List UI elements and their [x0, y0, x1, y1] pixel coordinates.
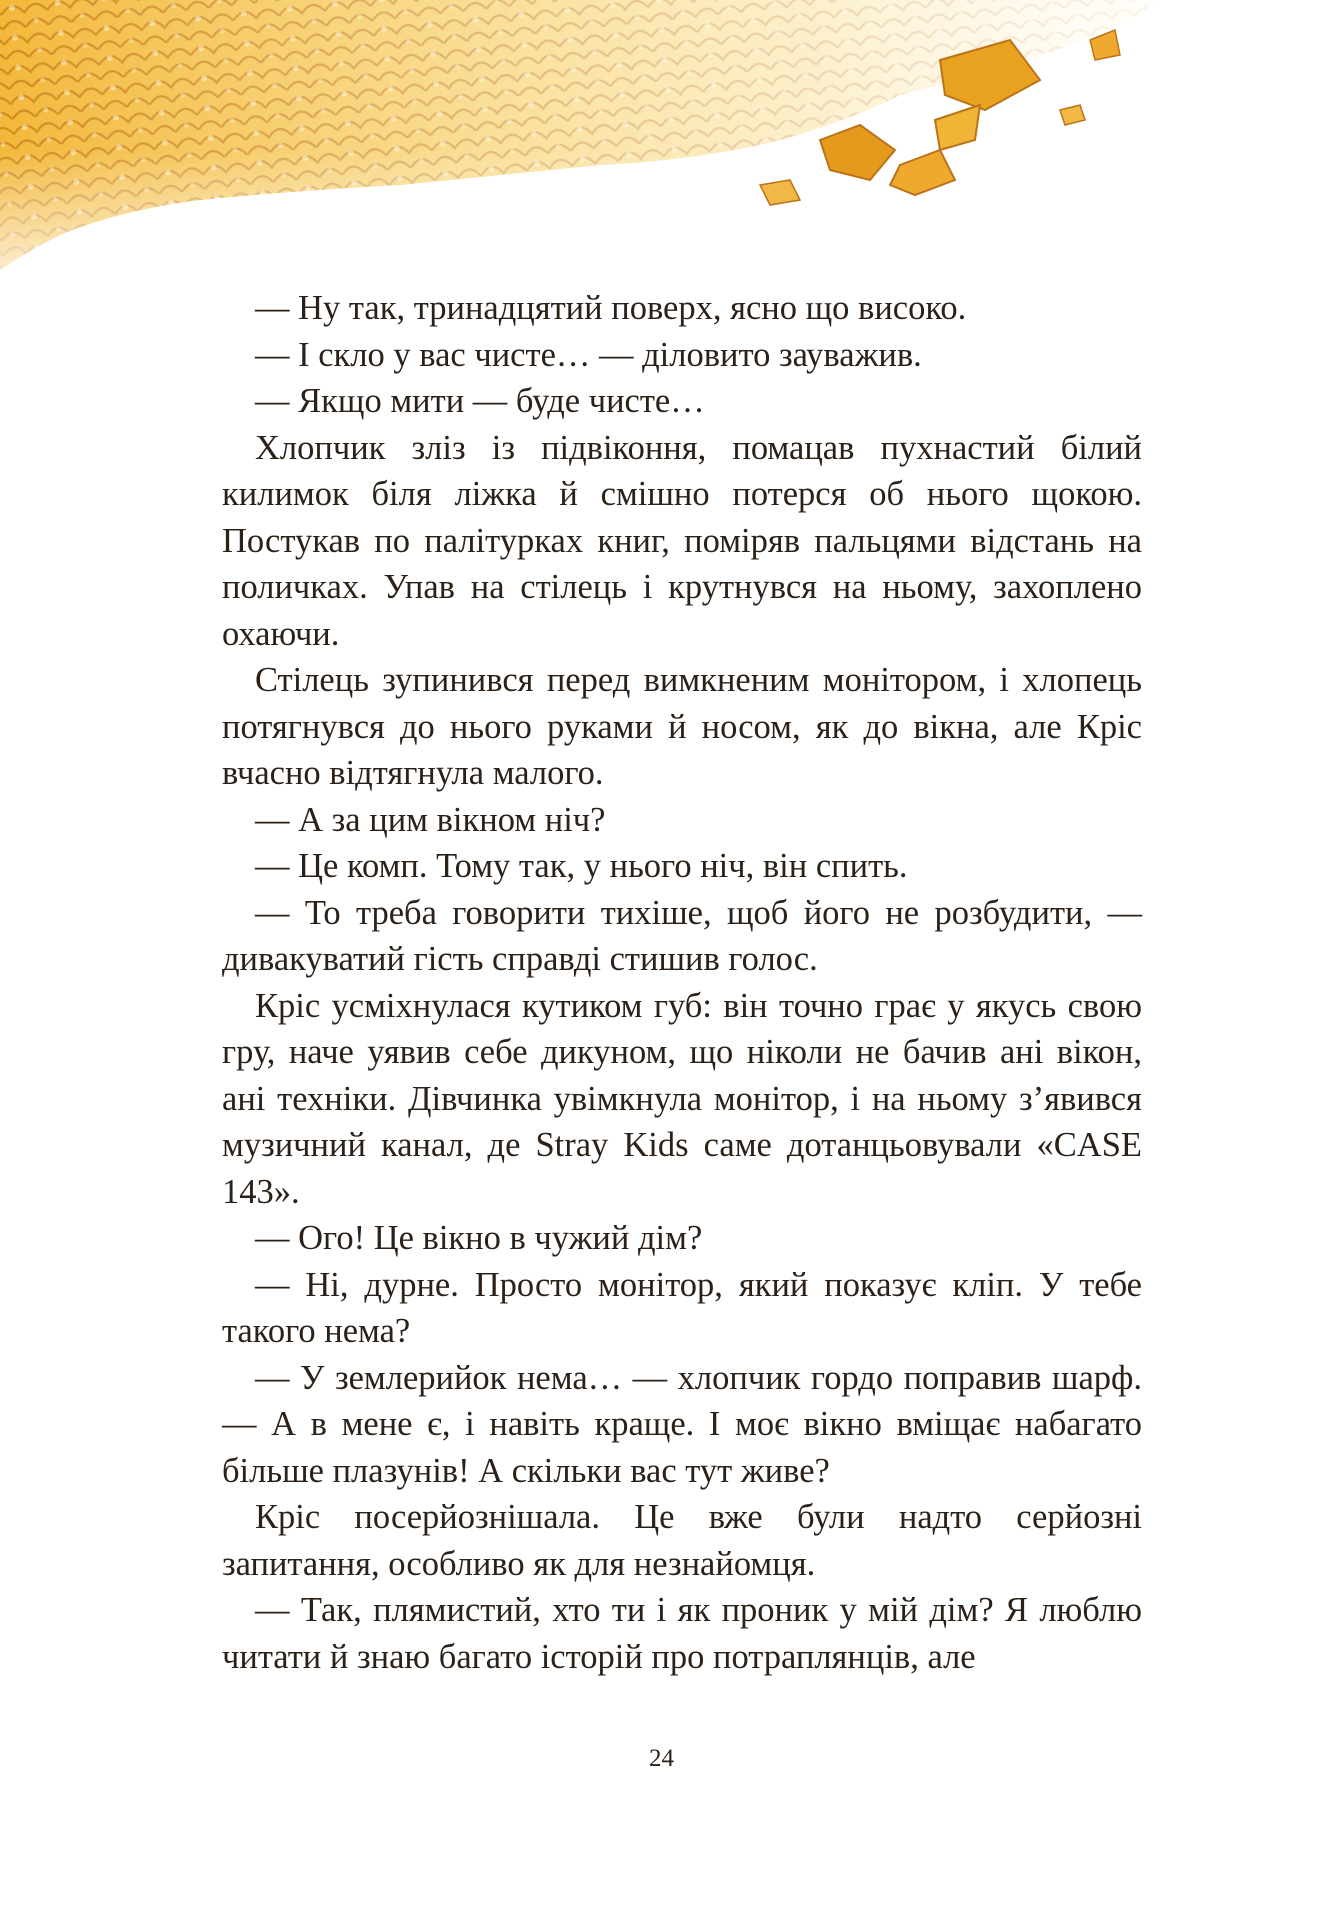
paragraph: — Ні, дурне. Просто монітор, який показує кліп. У тебе такого нема?	[222, 1265, 1142, 1350]
paragraph: — То треба говорити тихіше, щоб його не розбудити, — дивакуватий гість справді стишив голос.	[222, 893, 1142, 978]
paragraph: — Так, плямистий, хто ти і як проник у мій дім? Я люблю читати й знаю багато історій про потраплянців, але	[222, 1591, 1142, 1676]
paragraph: Кріс усміхнулася кутиком губ: він точно грає у якусь свою гру, наче уявив себе дикуном, що ніколи не бачив ані вікон, ані техніки. Дівчинка увімкнула монітор, і на ньому з’явився музичний канал, де Stray Kids саме дотанцьовували «CASE 143».	[222, 986, 1142, 1211]
header-dragon-scales-icon	[0, 0, 1323, 310]
paragraph: — А за цим вікном ніч?	[255, 800, 606, 839]
paragraph: — Це комп. Тому так, у нього ніч, він спить.	[255, 847, 908, 885]
paragraph: — Ого! Це вікно в чужий дім?	[255, 1219, 703, 1257]
paragraph: Кріс посерйознішала. Це вже були надто серйозні запитання, особливо як для незнайомця.	[222, 1498, 1142, 1583]
paragraph: Стілець зупинився перед вимкненим монітором, і хлопець потягнувся до нього руками й носом, як до вікна, але Кріс вчасно відтягнула малого.	[222, 661, 1142, 792]
paragraph: Хлопчик зліз із підвіконня, помацав пухнастий білий килимок біля ліжка й смішно потерся об нього щокою. Постукав по палітурках книг, поміряв пальцями відстань на поличках. Упав на стілець і крутнувся на ньому, захоплено охаючи.	[222, 428, 1142, 653]
paragraph: — У землерийок нема… — хлопчик гордо поправив шарф. — А в мене є, і навіть краще. І моє вікно вміщає набагато більше плазунів! А скільки вас тут живе?	[222, 1358, 1142, 1490]
story-text	[222, 285, 1142, 1680]
paragraph: — Якщо мити — буде чисте…	[255, 382, 705, 420]
page-number: 24	[649, 1745, 674, 1772]
paragraph: — Ну так, тринадцятий поверх, ясно що високо.	[255, 289, 967, 327]
paragraph: — І скло у вас чисте… — діловито зауважив.	[255, 335, 922, 374]
